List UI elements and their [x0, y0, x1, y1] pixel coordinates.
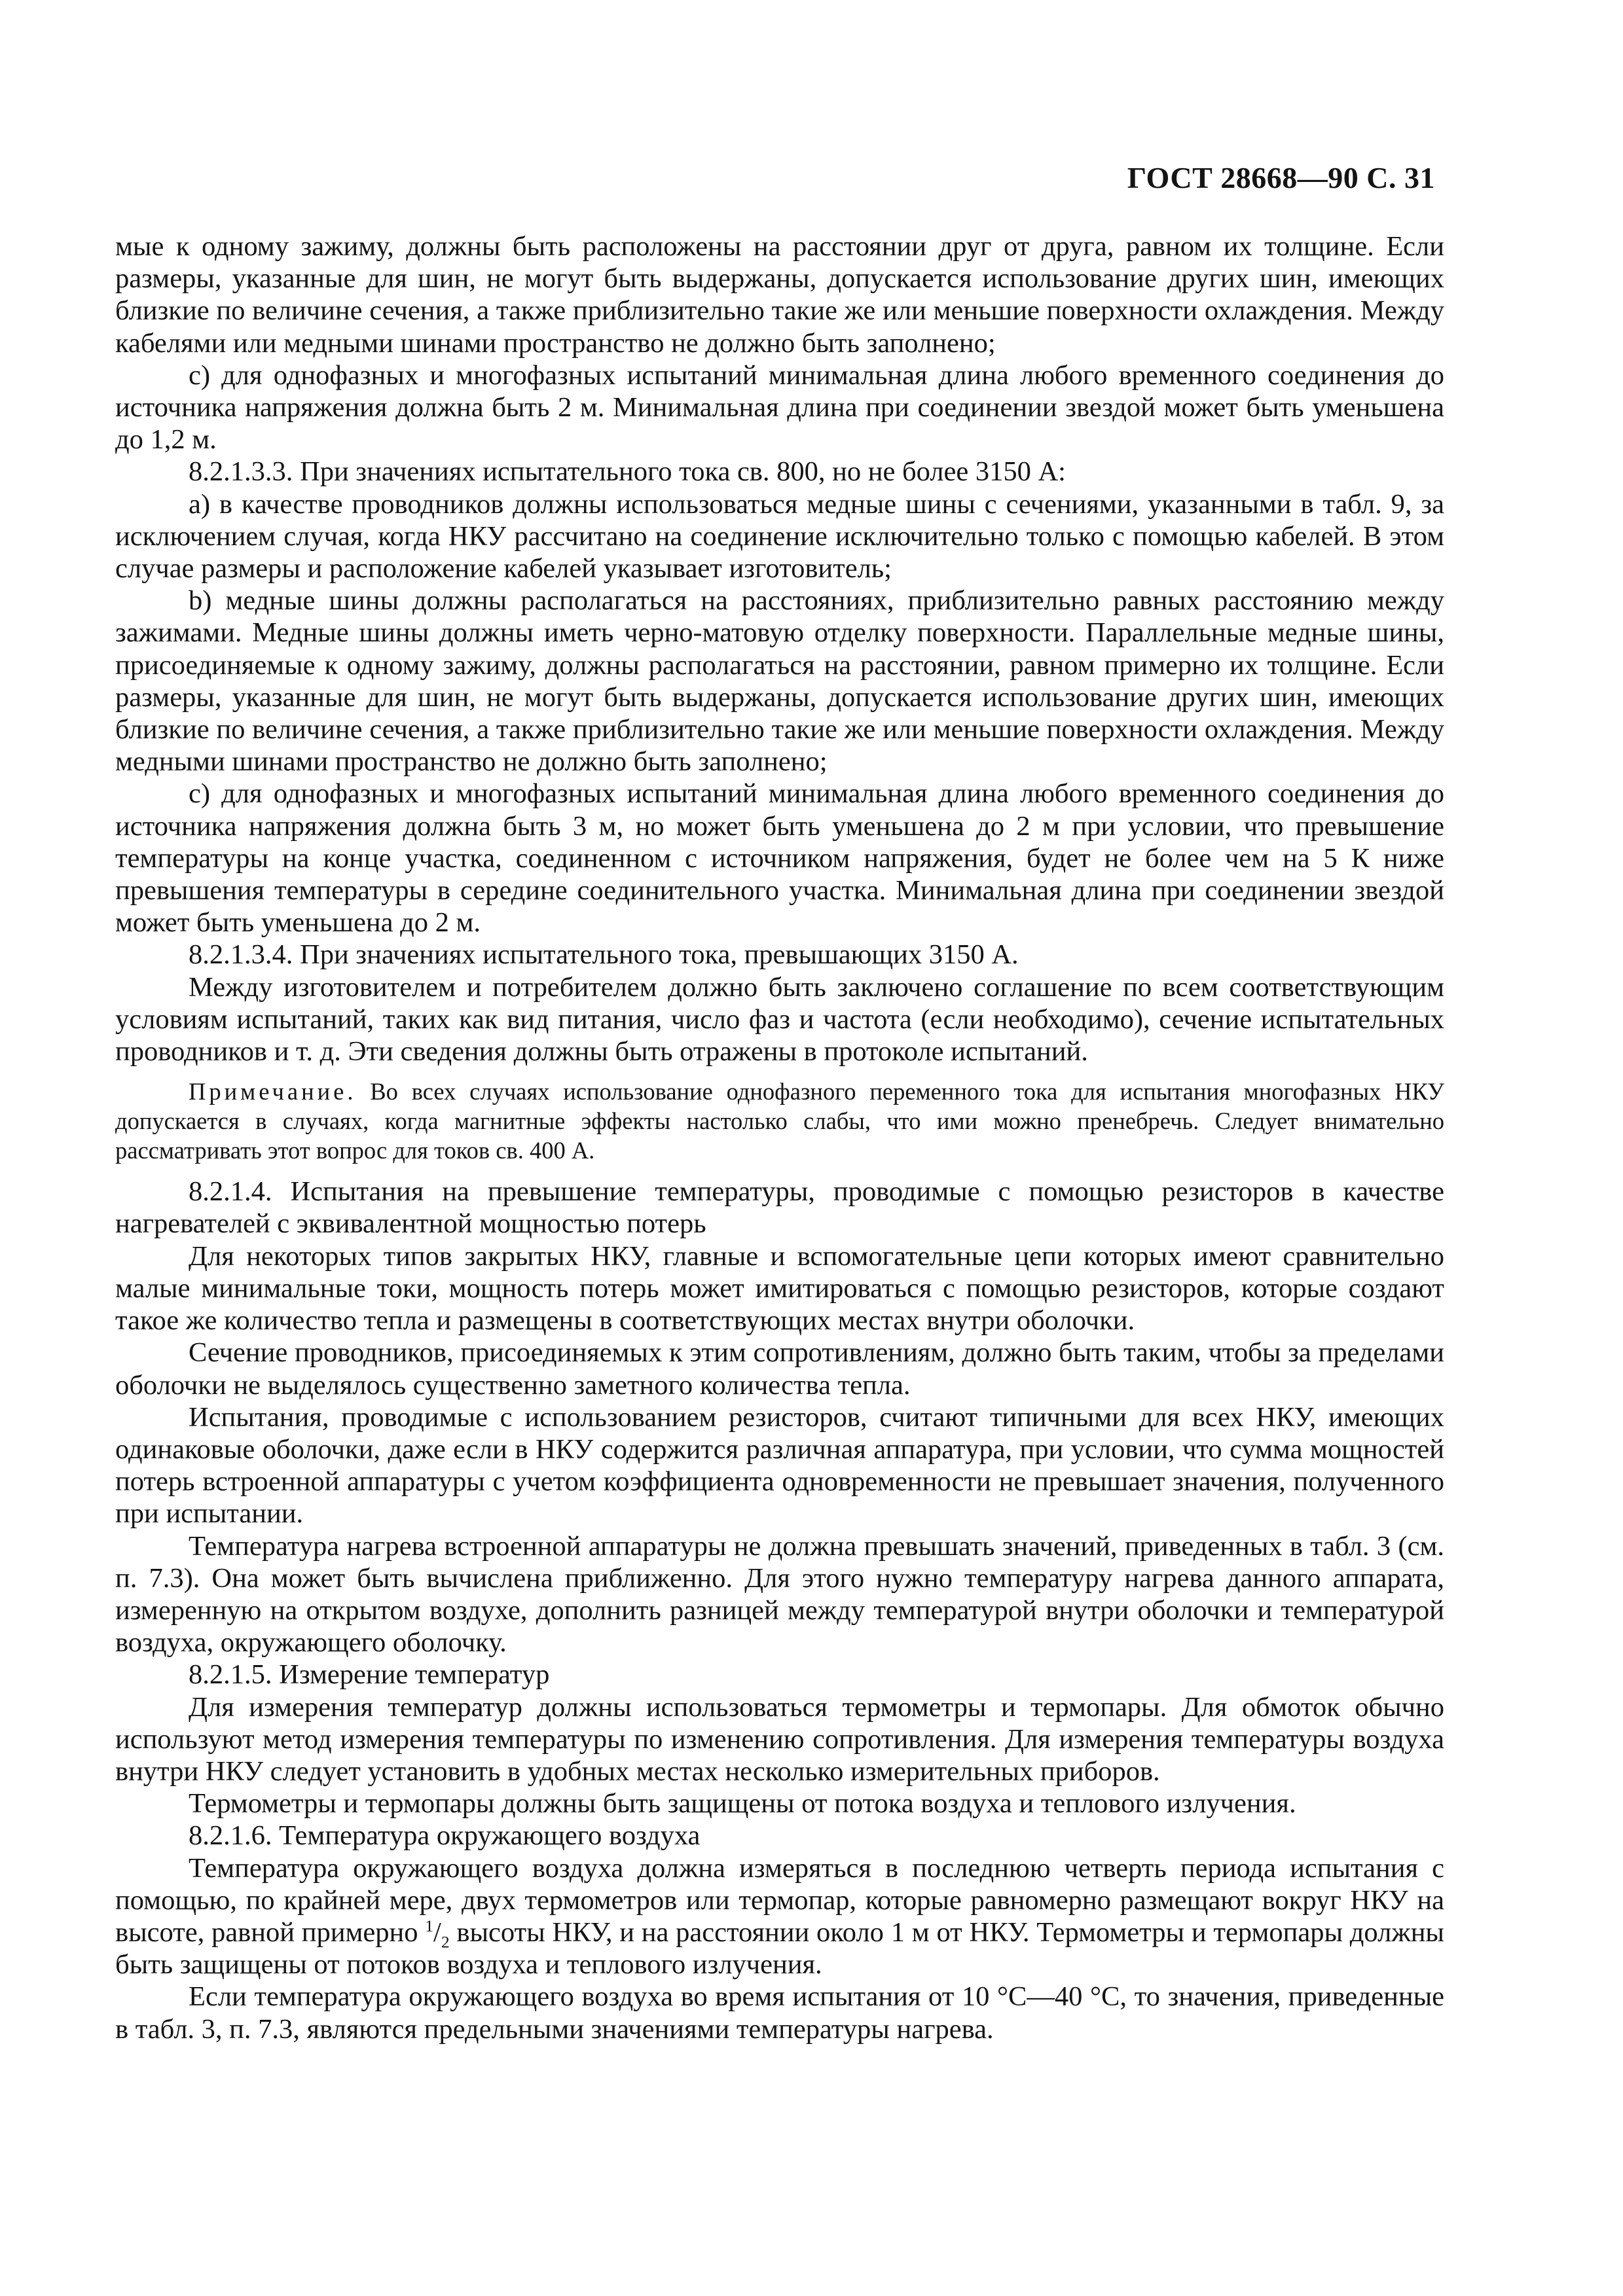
- paragraph: Испытания, проводимые с использованием резисторов, считают типичными для всех НКУ, имеющих одинаковые оболочки, даже если в НКУ содержится различная аппаратура, при условии, что сумма мощностей потерь встроенной аппаратуры с учетом коэффициента одновременности не превышает значения, полученного при испытании.: [115, 1401, 1444, 1530]
- note-text: Во всех случаях использование однофазного переменного тока для испытания многофазных НКУ допускается в случаях, когда магнитные эффекты настолько слабы, что ими можно пренебречь. Следует внимательно рассматривать этот вопрос для токов св. 400 А.: [115, 1078, 1444, 1164]
- section-heading: 8.2.1.3.4. При значениях испытательного тока, превышающих 3150 А.: [189, 939, 1019, 971]
- document-body: [115, 230, 1444, 2045]
- paragraph-part: высоты НКУ, и на расстоянии около 1 м от НКУ. Термометры и термопары должны быть защищены от потоков воздуха и теплового излучения.: [115, 1916, 1444, 1981]
- paragraph-part: Температура окружающего воздуха должна измеряться в последнюю четверть периода испытания с помощью, по крайней мере, двух термометров или термопар, которые равномерно размещают вокруг НКУ на высоте, равной примерно: [115, 1852, 1444, 1948]
- paragraph: мые к одному зажиму, должны быть расположены на расстоянии друг от друга, равном их толщине. Если размеры, указанные для шин, не могут быть выдержаны, допускается использование других шин, имеющих близкие по величине сечения, а также приблизительно такие же или меньшие поверхности охлаждения. Между кабелями или медными шинами пространство не должно быть заполнено;: [115, 231, 1444, 359]
- paragraph: Если температура окружающего воздуха во время испытания от 10 °С—40 °С, то значения, приведенные в табл. 3, п. 7.3, являются предельными значениями температуры нагрева.: [115, 1981, 1444, 2045]
- paragraph: Между изготовителем и потребителем должно быть заключено соглашение по всем соответствующим условиям испытаний, таких как вид питания, число фаз и частота (если необходимо), сечение испытательных проводников и т. д. Эти сведения должны быть отражены в протоколе испытаний.: [115, 971, 1444, 1067]
- paragraph: с) для однофазных и многофазных испытаний минимальная длина любого временного соединения до источника напряжения должна быть 2 м. Минимальная длина при соединении звездой может быть уменьшена до 1,2 м.: [115, 359, 1444, 456]
- paragraph: Сечение проводников, присоединяемых к этим сопротивлениям, должно быть таким, чтобы за пределами оболочки не выделялось существенно заметного количества тепла.: [115, 1337, 1444, 1401]
- note-label: Примечание.: [189, 1078, 357, 1105]
- paragraph: с) для однофазных и многофазных испытаний минимальная длина любого временного соединения до источника напряжения должна быть 3 м, но может быть уменьшена до 2 м при условии, что превышение температуры на конце участка, соединенном с источником напряжения, будет не более чем на 5 К ниже превышения температуры в середине соединительного участка. Минимальная длина при соединении звездой может быть уменьшена до 2 м.: [115, 778, 1444, 939]
- paragraph: Для измерения температур должны использоваться термометры и термопары. Для обмоток обычно используют метод измерения температуры по изменению сопротивления. Для измерения температуры воздуха внутри НКУ следует установить в удобных местах несколько измерительных приборов.: [115, 1691, 1444, 1787]
- paragraph: Температура нагрева встроенной аппаратуры не должна превышать значений, приведенных в табл. 3 (см. п. 7.3). Она может быть вычислена приближенно. Для этого нужно температуру нагрева данного аппарата, измеренную на открытом воздухе, дополнить разницей между температурой внутри оболочки и температурой воздуха, окружающего оболочку.: [115, 1530, 1444, 1659]
- section-heading: 8.2.1.3.3. При значениях испытательного тока св. 800, но не более 3150 А:: [189, 456, 1066, 488]
- paragraph: [115, 1852, 1444, 1981]
- paragraph: Термометры и термопары должны быть защищены от потока воздуха и теплового излучения.: [189, 1788, 1296, 1820]
- paragraph: b) медные шины должны располагаться на расстояниях, приблизительно равных расстоянию между зажимами. Медные шины должны иметь черно-матовую отделку поверхности. Параллельные медные шины, присоединяемые к одному зажиму, должны располагаться на расстоянии, равном примерно их толщине. Если размеры, указанные для шин, не могут быть выдержаны, допускается использование других шин, имеющих близкие по величине сечения, а также приблизительно такие же или меньшие поверхности охлаждения. Между медными шинами пространство не должно быть заполнено;: [115, 585, 1444, 778]
- fraction-slash: /: [433, 1916, 441, 1948]
- section-heading: 8.2.1.5. Измерение температур: [189, 1659, 550, 1691]
- paragraph: Для некоторых типов закрытых НКУ, главные и вспомогательные цепи которых имеют сравнительно малые минимальные токи, мощность потерь может имитироваться с помощью резисторов, которые создают такое же количество тепла и размещены в соответствующих местах внутри оболочки.: [115, 1240, 1444, 1336]
- paragraph: a) в качестве проводников должны использоваться медные шины с сечениями, указанными в табл. 9, за исключением случая, когда НКУ рассчитано на соединение исключительно только с помощью кабелей. В этом случае размеры и расположение кабелей указывает изготовитель;: [115, 488, 1444, 584]
- note: [115, 1077, 1444, 1165]
- fraction-denominator: 2: [441, 1932, 450, 1952]
- section-heading: 8.2.1.4. Испытания на превышение температуры, проводимые с помощью резисторов в качестве нагревателей с эквивалентной мощностью потерь: [115, 1176, 1444, 1240]
- page-header: ГОСТ 28668—90 С. 31: [1127, 161, 1435, 194]
- fraction-numerator: 1: [425, 1916, 434, 1935]
- section-heading: 8.2.1.6. Температура окружающего воздуха: [189, 1820, 701, 1852]
